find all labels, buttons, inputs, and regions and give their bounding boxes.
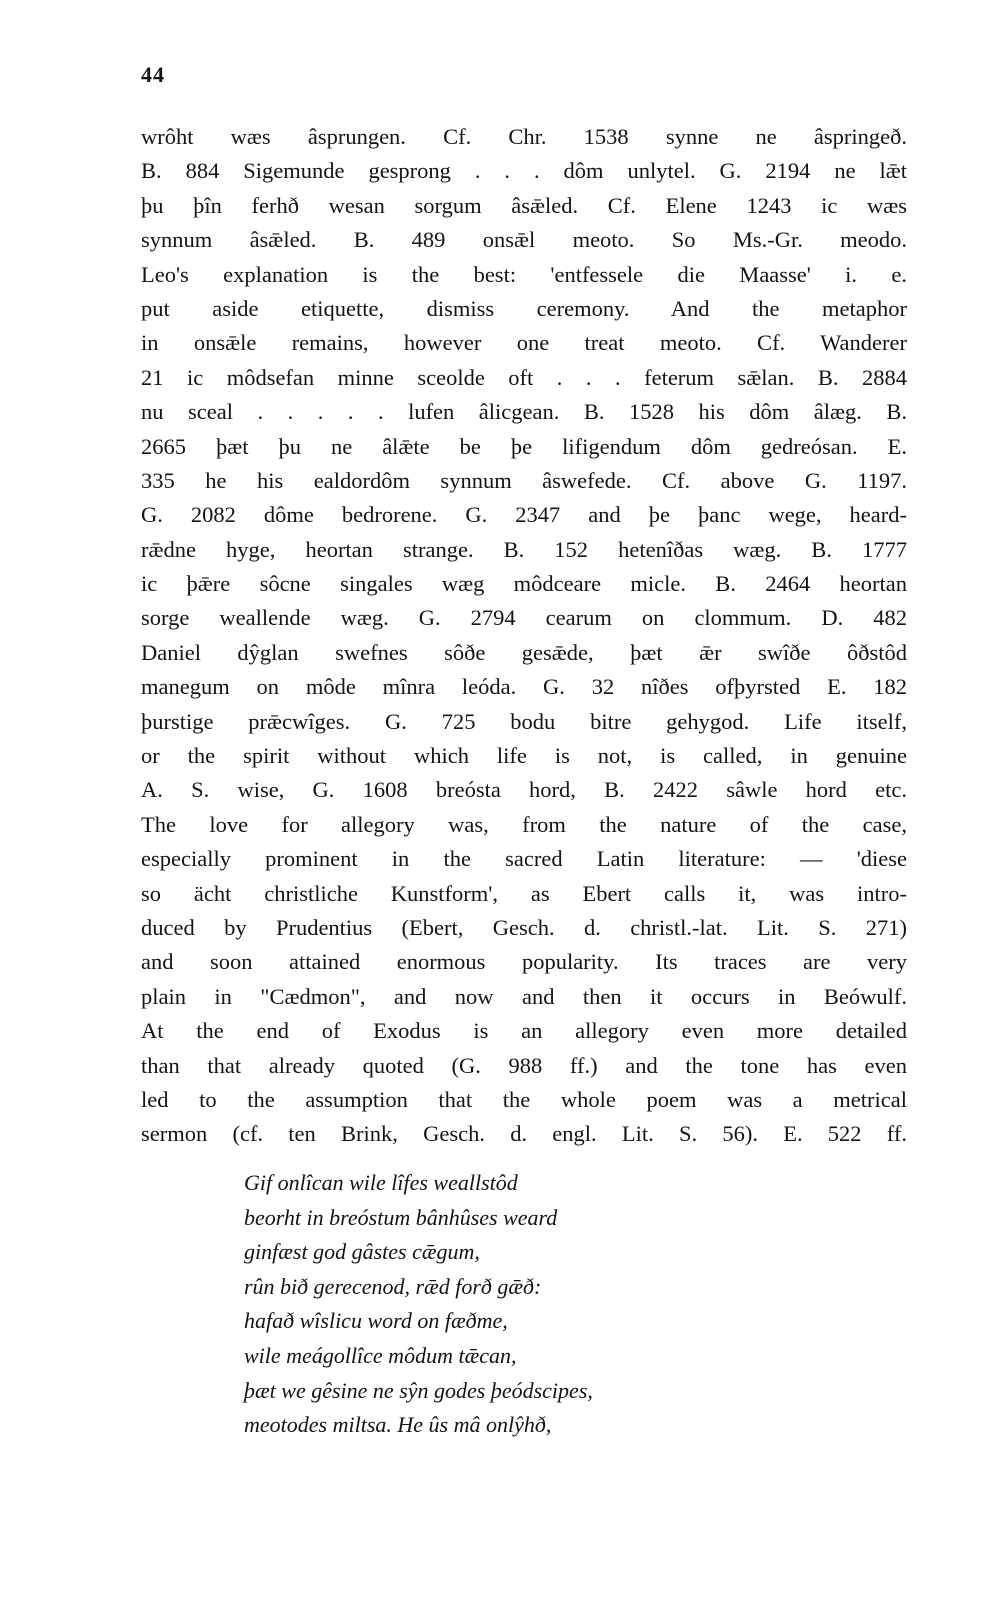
- text-line: wrôht wæs âsprungen. Cf. Chr. 1538 synne ne âspringeð.: [141, 124, 907, 149]
- text-line: than that already quoted (G. 988 ff.) and the tone has even: [141, 1052, 907, 1078]
- text-line: G. 2082 dôme bedrorene. G. 2347 and þe þanc wege, heard-: [141, 502, 907, 528]
- text-line: nu sceal . . . . . lufen âlicgean. B. 1528 his dôm âlæg. B.: [141, 399, 907, 425]
- text-line: þu þîn ferhð wesan sorgum âsǣled. Cf. Elene 1243 ic wæs: [141, 192, 907, 218]
- verse-line: Gif onlîcan wile lîfes weallstôd: [244, 1170, 518, 1195]
- text-line: A. S. wise, G. 1608 breósta hord, B. 2422 sâwle hord etc.: [141, 777, 907, 803]
- text-line: ic þǣre sôcne singales wæg môdceare micle. B. 2464 heortan: [141, 571, 907, 597]
- text-line: At the end of Exodus is an allegory even more detailed: [141, 1018, 907, 1044]
- text-line: in onsǣle remains, however one treat meoto. Cf. Wanderer: [141, 330, 907, 356]
- text-line: or the spirit without which life is not, is called, in genuine: [141, 743, 907, 769]
- verse-line: ginfæst god gâstes cǣgum,: [244, 1239, 480, 1265]
- text-line: put aside etiquette, dismiss ceremony. And the metaphor: [141, 295, 907, 321]
- text-line: led to the assumption that the whole poem was a metrical: [141, 1086, 907, 1112]
- verse-line: beorht in breóstum bânhûses weard: [244, 1204, 558, 1230]
- text-line: B. 884 Sigemunde gesprong . . . dôm unlytel. G. 2194 ne lǣt: [141, 158, 907, 184]
- text-line: 21 ic môdsefan minne sceolde oft . . . feterum sǣlan. B. 2884: [141, 364, 907, 390]
- verse-line: hafað wîslicu word on fæðme,: [244, 1308, 508, 1334]
- text-line: manegum on môde mînra leóda. G. 32 nîðes ofþyrsted E. 182: [141, 674, 907, 700]
- text-line: þurstige prǣcwîges. G. 725 bodu bitre gehygod. Life itself,: [141, 708, 907, 734]
- verse-line: þæt we gêsine ne sŷn godes þeódscipes,: [244, 1377, 593, 1403]
- text-line: duced by Prudentius (Ebert, Gesch. d. christl.-lat. Lit. S. 271): [141, 914, 907, 940]
- text-line: sorge weallende wæg. G. 2794 cearum on clommum. D. 482: [141, 605, 907, 631]
- verse-quotation: [244, 1166, 593, 1443]
- text-line: sermon (cf. ten Brink, Gesch. d. engl. Lit. S. 56). E. 522 ff.: [141, 1121, 907, 1147]
- text-line: plain in "Cædmon", and now and then it occurs in Beówulf.: [141, 983, 907, 1009]
- page-number: 44: [141, 62, 165, 87]
- text-line: Daniel dŷglan swefnes sôðe gesǣde, þæt ǣr swîðe ôðstôd: [141, 639, 907, 665]
- text-line: so ächt christliche Kunstform', as Ebert calls it, was intro-: [141, 880, 907, 906]
- text-line: 2665 þæt þu ne âlǣte be þe lifigendum dôm gedreósan. E.: [141, 433, 907, 459]
- verse-line: wile meágollîce môdum tǣcan,: [244, 1342, 517, 1368]
- text-line: 335 he his ealdordôm synnum âswefede. Cf. above G. 1197.: [141, 467, 907, 493]
- body-text: [141, 120, 907, 1152]
- text-line: especially prominent in the sacred Latin literature: — 'diese: [141, 846, 907, 872]
- text-line: Leo's explanation is the best: 'entfessele die Maasse' i. e.: [141, 261, 907, 287]
- verse-line: meotodes miltsa. He ûs mâ onlŷhð,: [244, 1412, 552, 1438]
- text-line: rǣdne hyge, heortan strange. B. 152 hetenîðas wæg. B. 1777: [141, 536, 907, 562]
- text-line: synnum âsǣled. B. 489 onsǣl meoto. So Ms.-Gr. meodo.: [141, 227, 907, 253]
- verse-line: rûn bið gerecenod, rǣd forð gǣð:: [244, 1273, 542, 1299]
- text-line: and soon attained enormous popularity. Its traces are very: [141, 949, 907, 975]
- text-line: The love for allegory was, from the nature of the case,: [141, 811, 907, 837]
